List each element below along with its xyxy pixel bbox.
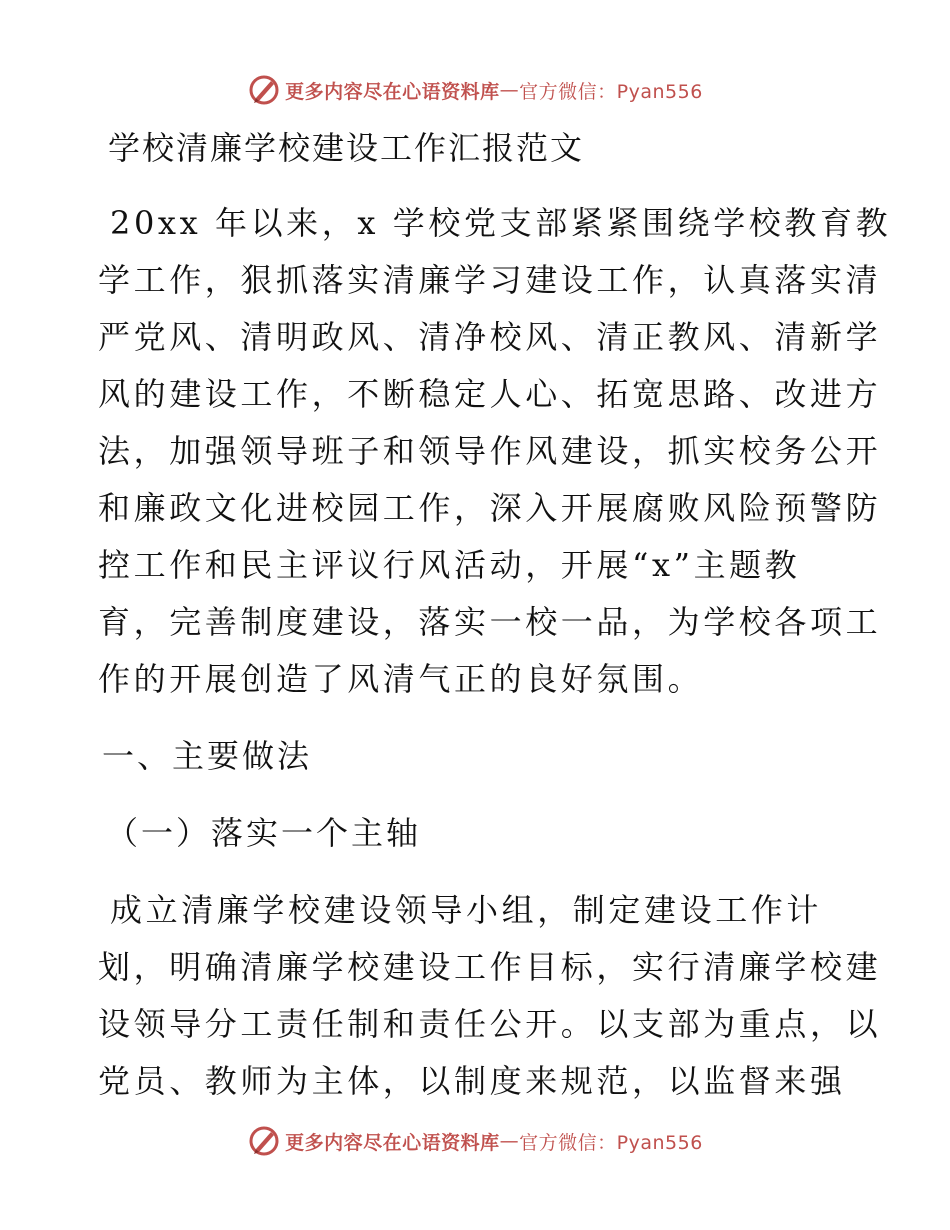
watermark-footer bbox=[0, 1121, 950, 1161]
document-title: 学校清廉学校建设工作汇报范文 bbox=[108, 129, 585, 167]
intro-line: 控工作和民主评议行风活动，开展“x”主题教 bbox=[98, 546, 801, 584]
watermark-brand: 更多内容尽在心语资料库 bbox=[285, 80, 500, 103]
body-line: 划，明确清廉学校建设工作目标，实行清廉学校建 bbox=[98, 948, 882, 986]
intro-line: 20xx 年以来，x 学校党支部紧紧围绕学校教育教 bbox=[110, 204, 892, 242]
section-heading: 一、主要做法 bbox=[102, 737, 313, 775]
document-body bbox=[98, 118, 892, 1110]
subsection-heading: （一）落实一个主轴 bbox=[106, 814, 422, 852]
watermark-contact: 官方微信：Pyan556 bbox=[519, 80, 703, 103]
intro-line: 严党风、清明政风、清净校风、清正教风、清新学 bbox=[98, 318, 882, 356]
watermark-brand: 更多内容尽在心语资料库 bbox=[285, 1131, 500, 1154]
intro-line: 育，完善制度建设，落实一校一品，为学校各项工 bbox=[98, 603, 882, 641]
body-line: 成立清廉学校建设领导小组，制定建设工作计 bbox=[110, 891, 823, 929]
paragraph-spacer bbox=[98, 785, 850, 805]
body-line: 设领导分工责任制和责任公开。以支部为重点，以 bbox=[98, 1005, 882, 1043]
body-paragraph bbox=[98, 882, 882, 1110]
intro-line: 作的开展创造了风清气正的良好氛围。 bbox=[98, 660, 704, 698]
intro-line: 风的建设工作，不断稳定人心、拓宽思路、改进方 bbox=[98, 375, 882, 413]
watermark-header bbox=[0, 70, 950, 110]
intro-line: 和廉政文化进校园工作，深入开展腐败风险预警防 bbox=[98, 489, 882, 527]
paragraph-spacer bbox=[98, 708, 850, 728]
intro-line: 学工作，狠抓落实清廉学习建设工作，认真落实清 bbox=[98, 261, 882, 299]
intro-paragraph bbox=[98, 195, 892, 708]
watermark-separator: — bbox=[499, 1130, 520, 1152]
watermark-contact: 官方微信：Pyan556 bbox=[519, 1131, 703, 1154]
body-line: 党员、教师为主体，以制度来规范，以监督来强 bbox=[98, 1062, 846, 1100]
watermark-separator: — bbox=[499, 79, 520, 101]
pen-logo-icon bbox=[247, 1124, 281, 1158]
paragraph-spacer bbox=[98, 862, 850, 882]
pen-logo-icon bbox=[247, 73, 281, 107]
intro-line: 法，加强领导班子和领导作风建设，抓实校务公开 bbox=[98, 432, 882, 470]
